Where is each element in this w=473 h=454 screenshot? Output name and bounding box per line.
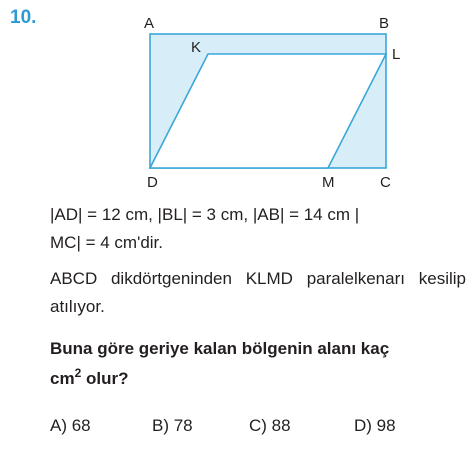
statement-line-2: kesilip atılıyor. — [50, 269, 466, 316]
label-c: C — [380, 174, 391, 191]
option-d[interactable]: D) 98 — [354, 416, 396, 435]
rectangle-parallelogram-figure — [0, 0, 473, 200]
label-d: D — [147, 174, 158, 191]
answer-options — [0, 416, 473, 440]
option-c[interactable]: C) 88 — [249, 416, 291, 435]
question-prompt — [50, 334, 466, 394]
question-number: 10. — [10, 7, 37, 28]
prompt-exponent: 2 — [74, 366, 82, 380]
option-a[interactable]: A) 68 — [50, 416, 91, 435]
prompt-tail: olur? — [81, 369, 129, 388]
prompt-line-1: Buna göre geriye kalan bölgenin alanı kaç — [50, 339, 390, 358]
given-line-1: |AD| = 12 cm, |BL| = 3 cm, |AB| = 14 cm | — [50, 205, 360, 224]
statement-line-1: ABCD dikdörtgeninden KLMD paralelkenarı — [50, 269, 405, 288]
given-line-2: MC| = 4 cm'dir. — [50, 233, 163, 252]
given-values — [50, 201, 466, 257]
label-b: B — [379, 15, 390, 32]
label-k: K — [191, 39, 202, 56]
problem-statement — [50, 265, 466, 321]
option-b[interactable]: B) 78 — [152, 416, 193, 435]
prompt-unit: cm — [50, 369, 75, 388]
label-m: M — [322, 174, 335, 191]
label-a: A — [144, 15, 155, 32]
label-l: L — [392, 46, 401, 63]
prompt-line-2 — [50, 364, 466, 394]
